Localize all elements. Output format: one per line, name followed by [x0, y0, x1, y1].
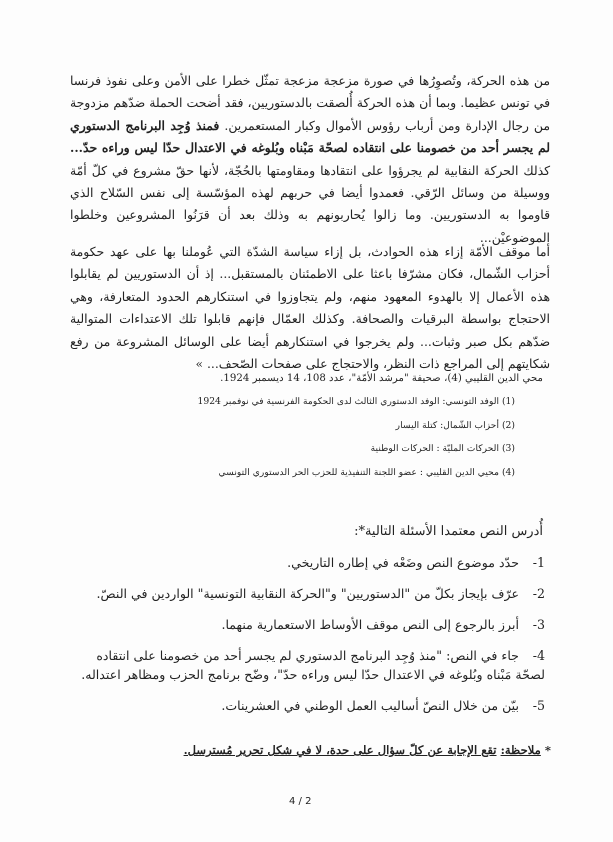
question-number: 5-: [532, 698, 545, 713]
question-number: 3-: [532, 617, 545, 632]
question-number: 4-: [532, 648, 545, 663]
passage-paragraph-1: [70, 70, 550, 249]
question-text: حدّد موضوع النص وضَعْه في إطاره التاريخي.: [287, 555, 519, 570]
remark-note: [184, 743, 551, 757]
footnote: (4) محيي الدين القليبي : عضو اللجنة التنفيذية للحزب الحر الدستوري التونسي: [218, 466, 515, 478]
question-item: [73, 584, 545, 603]
question-text: عرّف بإيجاز بكلّ من "الدستوريين" و"الحركة النقابية التونسية" الواردين في النصّ.: [96, 586, 519, 601]
passage-paragraph-2: أما موقف الأمّة إزاء هذه الحوادث، بل إزاء سياسة الشدّة التي عُوملنا بها على عهد حكومة أحزاب الشّمال، فكان مشرّفا باعثا على الاطمئنان بالمستقبل... إذ أن الدستوريين لم يقابلوا هذه الأعمال إلا بالهدوء المعهود منهم، ولم يتجاوزوا في استنكارهم الحدود المتعارفة، وهي الاحتجاج بواسطة البرقيات والصحافة. وكذلك العمّال فإنهم قابلوا تلك الاعتداءات المتوالية ضدّهم بكل صبر وثبات... ولم يخرجوا في استنكارهم أيضا على الوسائل المشروعة من رفع شكايتهم إلى المراجع ذات النظر، والاحتجاج على صفحات الصّحف... »: [70, 244, 550, 372]
question-item: [73, 553, 545, 572]
source-attribution: محي الدين القليبي (4)، صحيفة "مرشد الأمّة"، عدد 108، 14 ديسمبر 1924.: [220, 373, 543, 384]
remark-star: *: [544, 743, 551, 757]
footnote: (2) أحزاب الشّمال: كتلة اليسار: [395, 419, 515, 431]
passage-text: كذلك الحركة النقابية لم يجرؤوا على انتقادها ومقاومتها بالحُجّة، لأنها حقّ مشروع في كلّ أمّة ووسيلة من وسائل الرّقي. فعمدوا أيضا في حربهم لهذه المؤسّسة إلى نفس السّلاح الذي قاوموا به الدستوريين. وما زالوا يُحاربونهم به وذلك بعد أن قرَنُوا المشروعين وخلطوا الموضوعيْن...: [70, 162, 550, 245]
instructions-heading: أُدرس النص معتمدا الأسئلة التالية*:: [354, 524, 543, 539]
question-text: جاء في النص: "منذ وُجِد البرنامج الدستوري لم يجسر أحد من خصومنا على انتقاده لصحّة مَبْناه وبُلوغه في الاعتدال حدّا ليس وراءه حدّ"، وضّح برنامج الحزب ومظاهر اعتداله.: [81, 648, 545, 682]
question-item: [73, 615, 545, 634]
footnote: (3) الحركات المليّة : الحركات الوطنية: [370, 443, 515, 454]
remark-label: ملاحظة:: [500, 743, 541, 757]
passage-text: من هذه الحركة، وتُصوِرُها في صورة مزعجة مزعجة تمثّل خطرا على الأمن وعلى نفوذ فرنسا في تونس عظيما. وبما أن هذه الحركة أُلصقت بالدستوريين، فقد أضحت الحملة ضدّهم مزدوجة من رجال الإدارة ومن أرباب رؤوس الأموال وكبار المستعمرين.: [70, 73, 550, 133]
passage-bold-quote: فمنذ وُجِد البرنامج الدستوري لم يجسر أحد من خصومنا على انتقاده لصحّة مَبْناه وبُلوغه في الاعتدال حدّا ليس وراءه حدّ...: [70, 117, 550, 156]
question-number: 2-: [532, 586, 545, 601]
question-text: بيّن من خلال النصّ أساليب العمل الوطني في العشرينات.: [221, 698, 519, 713]
questions-list: [73, 553, 545, 727]
footnotes: [95, 396, 515, 490]
page-number: 4 / 2: [289, 796, 312, 807]
question-number: 1-: [532, 555, 545, 570]
question-item: [73, 646, 545, 684]
footnote: (1) الوفد التونسي: الوفد الدستوري الثالث لدى الحكومة الفرنسية في نوفمبر 1924: [197, 396, 515, 407]
question-item: [73, 696, 545, 715]
question-text: أبرز بالرجوع إلى النص موقف الأوساط الاستعمارية منهما.: [221, 617, 519, 632]
remark-text: تقع الإجابة عن كلّ سؤال على حدة، لا في شكل تحرير مُسترسل.: [183, 743, 497, 757]
